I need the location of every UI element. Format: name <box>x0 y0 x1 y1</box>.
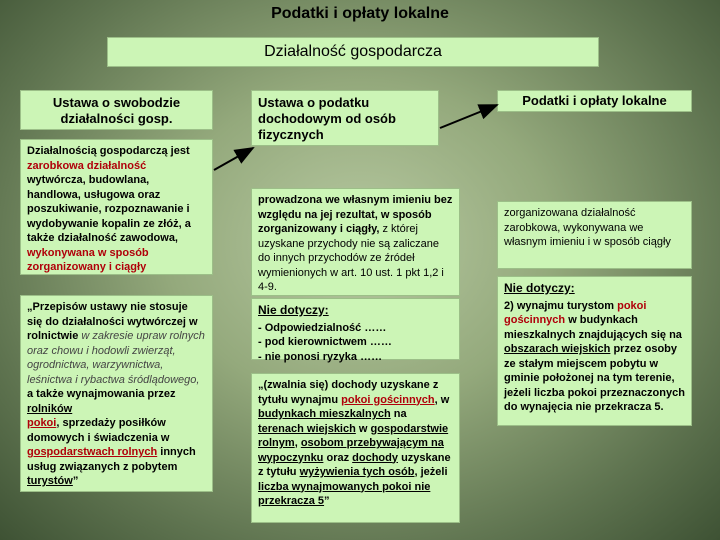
col2-nd-title: Nie dotyczy: <box>258 303 329 317</box>
col1-def-c: wytwórcza, budowlana, handlowa, usługowa oraz poszukiwanie, rozpoznawanie i wydobywanie kopalin ze złóż, a także działalność zawodowa, <box>27 174 191 244</box>
col3-nie-dotyczy <box>497 276 692 426</box>
col1-q-i: turystów <box>27 475 73 487</box>
col1-q-c: a także wynajmowania przez <box>27 388 176 400</box>
col2-q-g: w <box>358 422 368 435</box>
subtitle: Działalność gospodarcza <box>264 43 442 60</box>
col2-q-h: gospodarstwie rolnym <box>258 422 449 449</box>
subtitle-box <box>107 37 599 67</box>
col2-def-b: z której uzyskane przychody nie są zaliczane do innych przychodów ze źródeł wymienionych w art. 10 ust. 1 pkt 1,2 i 4-9. <box>258 223 444 293</box>
col1-def-b: zarobkowa działalność <box>27 159 147 172</box>
slide-title: Podatki i opłaty lokalne <box>271 5 449 22</box>
col3-header <box>497 90 692 112</box>
col1-q-b: w zakresie upraw rolnych oraz chowu i hodowli zwierząt, ogrodnictwa, warzywnictwa, leśnictwa i rybactwa śródlądowego, <box>27 330 205 386</box>
col2-header-text: Ustawa o podatku dochodowym od osób fizycznych <box>258 95 396 142</box>
col3-nd-e: przez osoby ze stałym miejscem pobytu w gminie położonej na tym terenie, jeżeli liczba pokoi przeznaczonych do wynajęcia nie przekracza 5. <box>504 343 685 413</box>
col2-q-o: , jeżeli <box>414 466 448 478</box>
col3-header-text: Podatki i opłaty lokalne <box>522 93 667 108</box>
col1-header <box>20 90 213 130</box>
col3-nd-title: Nie dotyczy: <box>504 281 575 295</box>
col2-q-b: pokoi gościnnych <box>341 393 435 406</box>
col2-nie-dotyczy <box>251 298 460 363</box>
col1-header-text: Ustawa o swobodzie działalności gosp. <box>52 95 181 126</box>
col2-nd-item-3: - nie ponosi ryzyka …… <box>258 350 383 363</box>
col2-q-i: , <box>294 437 298 449</box>
col2-q-e: na <box>393 408 407 420</box>
col2-q-l: dochody <box>352 451 398 464</box>
col2-q-f: terenach wiejskich <box>258 422 356 435</box>
col1-quote <box>20 295 213 492</box>
col2-quote <box>251 373 460 523</box>
col2-q-d: budynkach mieszkalnych <box>258 408 391 420</box>
col2-q-a: „(zwalnia się) dochody uzyskane z tytułu wynajmu <box>258 379 439 406</box>
col3-nd-a: 2) wynajmu turystom <box>504 299 615 312</box>
col2-q-n: wyżywienia tych osób <box>299 466 415 478</box>
col1-q-e: pokoi <box>27 417 57 429</box>
arrow-col2-to-col3 <box>440 105 497 128</box>
col3-definition <box>497 201 692 269</box>
col3-nd-b: pokoi gościnnych <box>504 299 647 326</box>
col2-definition <box>251 188 460 296</box>
col1-q-f: , sprzedaży posiłków domowych i świadczenia w <box>27 417 170 444</box>
col2-q-k: oraz <box>326 451 350 464</box>
col2-header <box>251 90 439 146</box>
col1-q-a: „Przepisów ustawy nie stosuje się do działalności wytwórczej w rolnictwie <box>27 301 198 342</box>
col1-definition <box>20 139 213 275</box>
col2-q-j: osobom przebywającym na wypoczynku <box>258 437 444 464</box>
col2-nd-item-1: - Odpowiedzialność …… <box>258 321 387 334</box>
col3-def: zorganizowana działalność zarobkowa, wykonywana we własnym imieniu i w sposób ciągły <box>504 207 671 248</box>
col3-nd-c: w budynkach mieszkalnych znajdujących się na <box>504 314 682 341</box>
col2-q-p: liczba wynajmowanych pokoi nie przekracza 5 <box>258 480 431 507</box>
col1-q-g: gospodarstwach rolnych <box>27 446 158 458</box>
col2-nd-item-2: - pod kierownictwem …… <box>258 336 392 348</box>
col1-def-d: wykonywana w sposób zorganizowany i ciągły <box>27 246 149 273</box>
col2-def-a: prowadzona we własnym imieniu bez względu na jej rezultat, w sposób zorganizowany i ciągły, <box>258 194 453 235</box>
col2-q-c: , w <box>434 393 450 406</box>
col1-q-j: ” <box>72 475 79 487</box>
col2-q-q: ” <box>324 495 330 507</box>
col1-def-a: Działalnością gospodarczą jest <box>27 145 190 157</box>
col2-q-m: uzyskane z tytułu <box>258 451 451 478</box>
col3-nd-d: obszarach wiejskich <box>504 343 611 355</box>
col1-q-d: rolników <box>27 402 73 415</box>
arrow-col1-to-col2 <box>214 148 253 170</box>
col1-q-h: innych usług związanych z pobytem <box>27 446 196 473</box>
